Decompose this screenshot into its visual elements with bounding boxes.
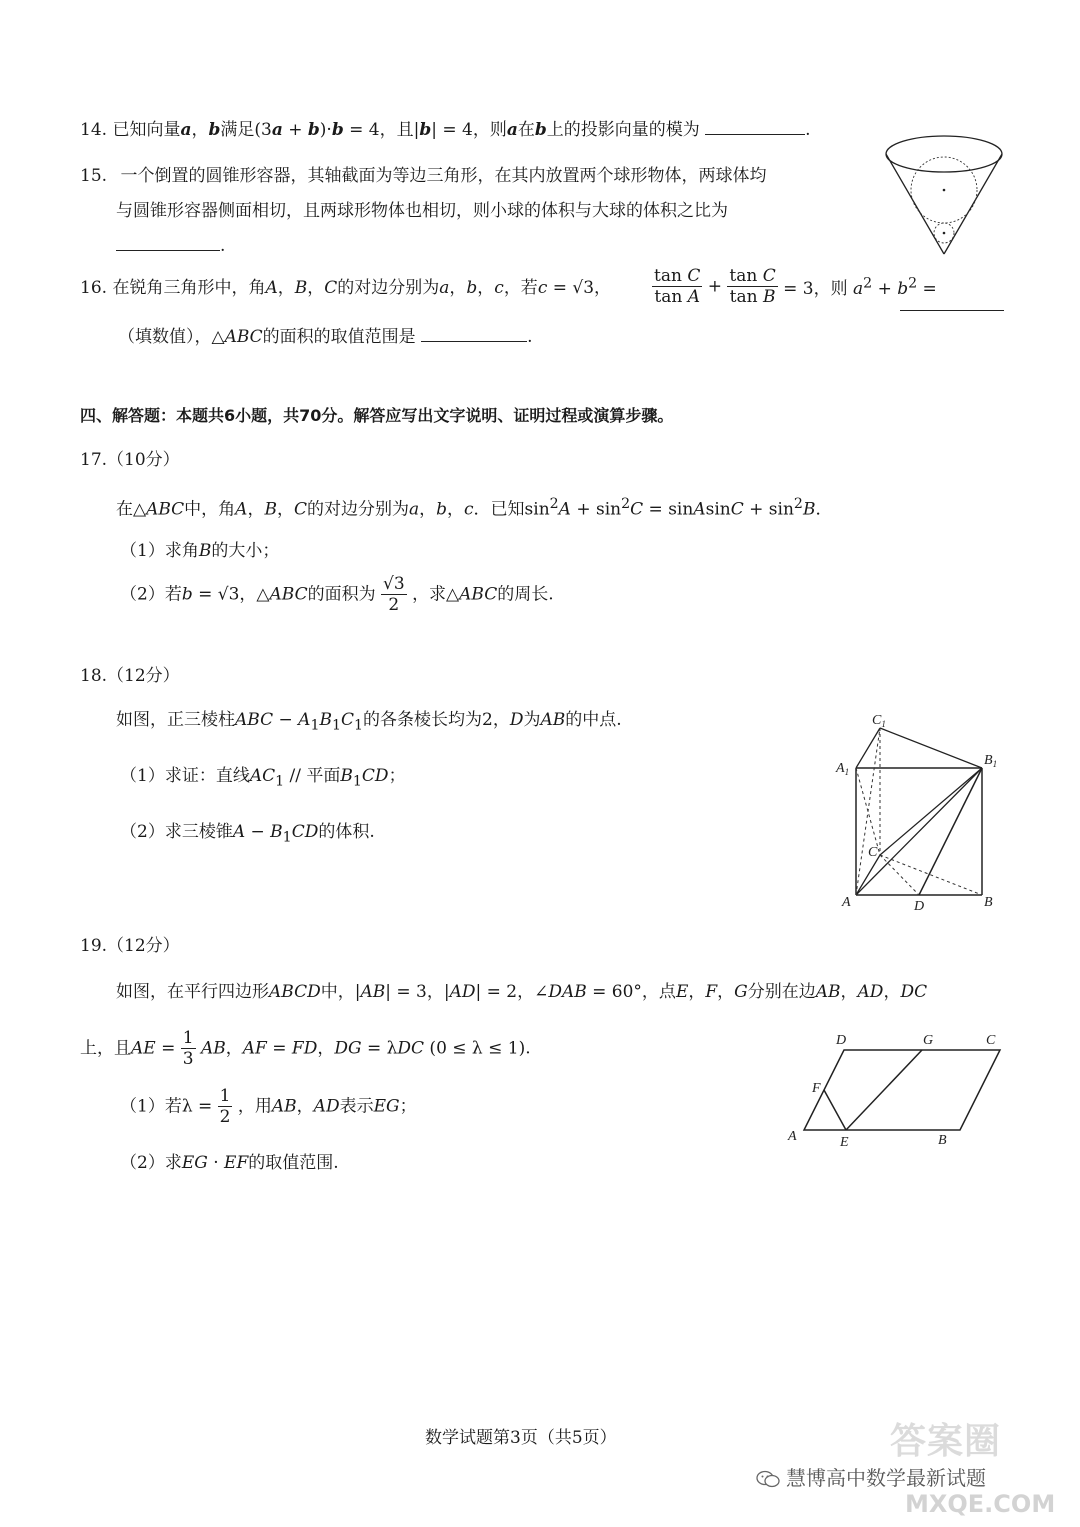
q15-number: 15. [80,166,108,186]
para-label-E: E [840,1135,849,1150]
prism-label-B: B [984,895,993,910]
para-label-C: C [986,1033,996,1048]
prism-label-B1: $B_1$ [984,753,998,769]
q19-part1: （1）若λ = $\frac{1}{2}$ ，用AB，AD表示EG； [120,1086,417,1128]
q16-number: 16. [80,278,108,298]
page-footer: 数学试题第3页（共5页） [425,1428,617,1448]
prism-label-D: D [914,899,925,913]
q16-answer-blank2[interactable] [421,340,527,342]
section-4-title: 四、解答题：本题共6小题，共70分。解答应写出文字说明、证明过程或演算步骤。 [80,406,674,425]
q16-formula: $\frac{\text{tan C}}{\text{tan A}}$ + $\frac{\text{tan C}}{\text{tan B}}$ = 3，则 $a^2 + b^2$ = [654,266,937,308]
q16-text-line2: （填数值），△ABC的面积的取值范围是 [118,327,416,347]
para-label-A: A [788,1129,797,1144]
prism-label-C: C [868,845,878,860]
prism-label-C1: $C_1$ [872,713,886,729]
q17-part2: （2）若b = √3，△ABC的面积为 $\frac{√3}{2}$ ，求△ABC的周长. [120,574,554,616]
q16-line2: （填数值），△ABC的面积的取值范围是 . [118,327,533,347]
prism-label-A1: $A_1$ [836,761,850,777]
q14-number: 14. [80,120,108,140]
q18-part1: （1）求证：直线$AC_1$ // 平面$B_1CD$； [120,766,406,790]
q17-header: 17.（10分） [80,450,180,470]
q18-stem: 如图，正三棱柱ABC − $A_1B_1C_1$的各条棱长均为2，D为AB的中点. [116,710,622,734]
parallelogram-figure [782,1026,1012,1151]
q17-part1: （1）求角B的大小； [120,541,280,561]
q15-text-line1: 一个倒置的圆锥形容器，其轴截面为等边三角形，在其内放置两个球形物体，两球体均 [120,166,767,186]
q15-line3: . [116,236,225,256]
q19-stem-line1: 如图，在平行四边形ABCD中，|AB| = 3，|AD| = 2，∠DAB = 60°，点E，F，G分别在边AB，AD，DC [116,982,928,1002]
q14-answer-blank[interactable] [705,133,805,135]
q16-text: 在锐角三角形中，角A，B，C的对边分别为a，b，c，若c = √3， [112,278,612,298]
prism-label-A: A [842,895,851,910]
cone-figure [882,132,1007,260]
para-label-G: G [923,1033,934,1048]
q15-line1 [80,166,766,186]
q17-stem: 在△ABC中，角A，B，C的对边分别为a，b，c．已知$\sin^2A + \sin^2C$ = sinAsinC + $\sin^2B$． [116,496,833,520]
q19-header: 19.（12分） [80,936,180,956]
q15-text-line2: 与圆锥形容器侧面相切，且两球形物体也相切，则小球的体积与大球的体积之比为 [116,201,728,221]
q18-part2: （2）求三棱锥$A - B_1CD$的体积. [120,822,375,846]
watermark-logo-text: 答案圈 [890,1421,1002,1462]
para-label-D: D [836,1033,847,1048]
para-label-F: F [812,1081,821,1096]
wechat-icon [756,1470,780,1488]
q14-line: 14. 已知向量a，b满足(3a + b)·b = 4，且|b| = 4，则a在b上的投影向量的模为 . [80,120,811,140]
watermark-site: MXQE.COM [905,1490,1056,1518]
para-label-B: B [938,1133,947,1148]
prism-figure [832,708,1012,913]
q15-answer-blank[interactable] [116,249,220,251]
q19-part2: （2）求EG · EF的取值范围. [120,1153,339,1173]
q16-blank1[interactable] [900,296,1004,316]
q14-text: 已知向量a，b满足(3a + b)·b = 4，且|b| = 4，则a在b上的投影向量的模为 [112,120,700,140]
wechat-account-name: 慧博高中数学最新试题 [786,1466,986,1490]
q15-line2 [116,201,728,221]
q19-stem-line2: 上，且AE = $\frac{1}{3}$ AB，AF = FD，DG = λDC (0 ≤ λ ≤ 1). [80,1028,531,1070]
q16-line1 [80,278,611,298]
q18-header: 18.（12分） [80,666,180,686]
